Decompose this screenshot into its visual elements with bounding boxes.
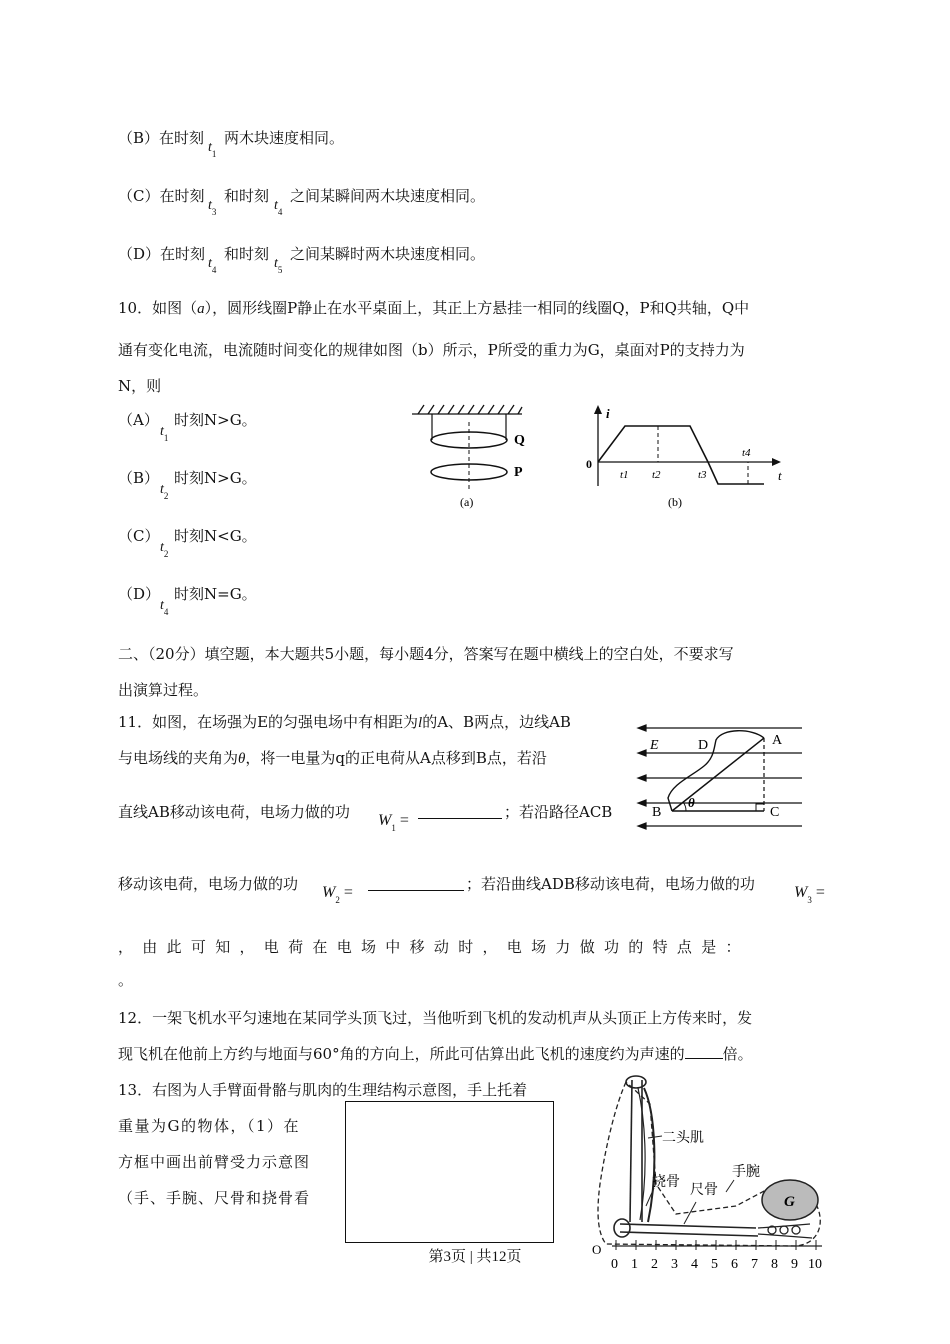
q10-opt-b-t: t	[160, 482, 164, 497]
q11-w3-w: W	[794, 884, 808, 901]
t1-label: t1	[620, 469, 629, 481]
q10-opt-b-text-span: 时刻N>G。	[174, 469, 257, 487]
tick-0: 0	[611, 1257, 618, 1272]
q10-opt-b-time	[160, 482, 169, 501]
q10-opt-d-t: t	[160, 598, 164, 613]
q9-c-pre: （C）在时刻	[118, 187, 205, 205]
y-axis-arrow	[594, 405, 602, 414]
q13-arm-figure	[586, 1074, 836, 1274]
curve-adb	[668, 731, 764, 811]
q11-line3	[118, 802, 350, 822]
section2-line2	[118, 680, 208, 700]
q10-line3-text: N，则	[118, 377, 162, 395]
coil-q-label: Q	[514, 433, 525, 448]
q11-w1-eq: =	[399, 812, 409, 829]
q10-line3	[118, 376, 161, 396]
q10-opt-c-text-span: 时刻N<G。	[174, 527, 257, 545]
q9-c-sub1: 3	[211, 207, 217, 217]
q10-opt-d-label-text: （D）	[118, 585, 161, 603]
q10-opt-d-time	[160, 598, 169, 617]
q10-opt-d-text-span: 时刻N=G。	[174, 585, 257, 603]
q9-b-sub: 1	[211, 149, 217, 159]
q10-line2-text: 通有变化电流，电流随时间变化的规律如图（b）所示，P所受的重力为G，桌面对P的支持力为	[118, 341, 745, 359]
page-footer	[0, 1245, 950, 1266]
q9-c-time2	[274, 198, 283, 217]
q9-d-sub2: 5	[277, 265, 283, 275]
q10-opt-c-label	[118, 526, 159, 546]
q9-b-t: t	[208, 140, 212, 155]
q11-blank-1[interactable]	[418, 804, 502, 819]
q10-opt-c-sub: 2	[163, 549, 169, 559]
label-a: A	[772, 733, 783, 748]
q10-line2	[118, 340, 745, 360]
forearm-bones	[614, 1219, 758, 1237]
q9-d-t1: t	[208, 256, 212, 271]
q9-option-b-pre: （B）在时刻	[118, 129, 205, 147]
q11-line2	[118, 748, 547, 769]
q9-d-pre: （D）在时刻	[118, 245, 206, 263]
q10-opt-a-text-span: 时刻N>G。	[174, 411, 257, 429]
q13-line1	[118, 1080, 527, 1100]
q9-d-mid	[224, 244, 269, 264]
q9-c-mid	[224, 186, 269, 206]
tick-7: 7	[751, 1257, 758, 1272]
q11-line1-post: 的A、B两点，边线AB	[422, 713, 571, 731]
q13-line2	[118, 1116, 300, 1136]
t4-label: t4	[742, 447, 751, 459]
q12-line1-text: 12．一架飞机水平匀速地在某同学头顶飞过，当他听到飞机的发动机声从头顶正上方传来时，发	[118, 1009, 753, 1027]
q9-option-d	[118, 244, 205, 264]
tick-8: 8	[771, 1257, 778, 1272]
q10-line1	[118, 298, 749, 319]
q10-opt-d-label	[118, 584, 160, 604]
t3-label: t3	[698, 469, 707, 481]
q12-line2-pre: 现飞机在他前上方约与地面与60°角的方向上，所此可估算出此飞机的速度约为声速的	[118, 1045, 685, 1063]
pivot-label: O	[592, 1242, 602, 1257]
q11-w3	[794, 884, 825, 905]
q9-c-post-text: 之间某瞬间两木块速度相同。	[290, 187, 486, 205]
q11-blank-2[interactable]	[368, 876, 464, 891]
q11-line4-pre: 移动该电荷，电场力做的功	[118, 875, 299, 893]
q11-line4-mid	[466, 874, 755, 894]
tick-4: 4	[691, 1257, 698, 1272]
q11-line1-pre: 11．如图，在场强为E的匀强电场中有相距为	[118, 713, 419, 731]
q10-opt-a-label-text: （A）	[118, 411, 159, 429]
radius-label: 挠骨	[652, 1175, 680, 1190]
q11-line5-text: ，由此可知，电荷在电场中移动时，电场力做功的特点是：	[118, 938, 750, 956]
q9-d-post-text: 之间某瞬时两木块速度相同。	[290, 245, 486, 263]
q9-option-b	[118, 128, 204, 148]
q12-line2-post: 倍。	[722, 1045, 753, 1063]
q13-line3	[118, 1152, 310, 1172]
y-label: i	[606, 406, 610, 421]
q11-line3-post	[504, 802, 612, 822]
label-e: E	[650, 738, 659, 753]
q11-line1-var: l	[418, 715, 423, 731]
q9-option-c	[118, 186, 204, 206]
q10-opt-c-text	[174, 526, 257, 546]
wrist-label: 手腕	[732, 1165, 760, 1180]
q10-opt-a-time	[160, 424, 169, 443]
q10-opt-d-text	[174, 584, 257, 604]
q11-line1	[118, 712, 571, 733]
ulna-label: 尺骨	[690, 1183, 718, 1198]
q11-line3-post-text: ；若沿路径ACB	[504, 803, 613, 821]
q13-line4-text: （手、手腕、尺骨和挠骨看	[118, 1189, 311, 1207]
q10-opt-a-text	[174, 410, 257, 430]
q11-w3-eq: =	[815, 884, 825, 901]
q9-c-time1	[208, 198, 217, 217]
q9-c-post	[290, 186, 485, 206]
section2-line1	[118, 644, 734, 664]
q11-w2-sub: 2	[335, 895, 340, 905]
t2-label: t2	[652, 469, 661, 481]
q13-line3-text: 方框中画出前臂受力示意图	[118, 1153, 311, 1171]
fig-b-caption: (b)	[668, 495, 682, 509]
q11-w2	[322, 884, 353, 905]
q10-figure-b	[580, 402, 790, 514]
tick-6: 6	[731, 1257, 738, 1272]
q10-opt-b-text	[174, 468, 257, 488]
label-b: B	[652, 805, 662, 820]
q10-figure-a	[410, 402, 540, 514]
q10-opt-b-label-text: （B）	[118, 469, 160, 487]
q11-line6-text: 。	[118, 971, 134, 989]
q10-line1-var: a	[197, 301, 205, 317]
q11-w3-sub: 3	[807, 895, 812, 905]
page-footer-text: 第3页 | 共12页	[428, 1249, 522, 1265]
hand-bones	[758, 1224, 812, 1238]
q11-figure	[634, 718, 814, 832]
q9-d-post	[290, 244, 485, 264]
q9-b-post	[224, 128, 344, 148]
q10-opt-d-sub: 4	[163, 607, 169, 617]
tick-3: 3	[671, 1257, 678, 1272]
ceiling-hatch	[412, 405, 522, 414]
q9-d-t2: t	[274, 256, 278, 271]
q11-w2-eq: =	[343, 884, 353, 901]
q13-drawing-box[interactable]	[345, 1101, 554, 1243]
q11-line4	[118, 874, 298, 894]
right-angle	[756, 804, 764, 811]
q9-c-t1: t	[208, 198, 212, 213]
q11-line4-mid-text: ；若沿曲线ADB移动该电荷，电场力做的功	[466, 875, 755, 893]
q12-blank[interactable]	[685, 1044, 723, 1059]
x-label: t	[778, 468, 782, 483]
q11-line6	[118, 970, 133, 990]
q11-line2-pre: 与电场线的夹角为	[118, 749, 239, 767]
q11-line3-pre: 直线AB移动该电荷，电场力做的功	[118, 803, 350, 821]
label-theta: θ	[688, 795, 695, 810]
q11-line5	[118, 937, 750, 957]
q10-opt-c-label-text: （C）	[118, 527, 160, 545]
q11-w1-w: W	[378, 812, 392, 829]
q9-c-t2: t	[274, 198, 278, 213]
x-axis-arrow	[772, 458, 781, 466]
tick-1: 1	[631, 1257, 638, 1272]
q10-opt-a-t: t	[160, 424, 164, 439]
q11-w2-w: W	[322, 884, 336, 901]
q9-b-post-text: 两木块速度相同。	[224, 129, 345, 147]
q13-line2-text: 重量为G的物体，（1）在	[118, 1117, 301, 1135]
q10-opt-c-time	[160, 540, 169, 559]
q9-c-sub2: 4	[277, 207, 283, 217]
q9-d-mid-text: 和时刻	[224, 245, 270, 263]
section2-line2-text: 出演算过程。	[118, 681, 209, 699]
q10-line1-post: ），圆形线圈P静止在水平桌面上，其正上方悬挂一相同的线圈Q，P和Q共轴，Q中	[204, 299, 750, 317]
label-d: D	[698, 738, 709, 753]
q11-w1	[378, 812, 409, 833]
tick-9: 9	[791, 1257, 798, 1272]
q13-line1-text: 13．右图为人手臂面骨骼与肌肉的生理结构示意图，手上托着	[118, 1081, 528, 1099]
q10-opt-c-t: t	[160, 540, 164, 555]
label-c: C	[770, 805, 780, 820]
tick-10: 10	[808, 1257, 822, 1272]
fig-a-caption: (a)	[460, 495, 474, 509]
q11-line2-post: ，将一电量为q的正电荷从A点移到B点，若沿	[245, 749, 547, 767]
q10-line1-pre: 10．如图（	[118, 299, 198, 317]
q10-opt-b-label	[118, 468, 159, 488]
q12-line2	[118, 1044, 753, 1064]
q9-d-time2	[274, 256, 283, 275]
q10-opt-a-sub: 1	[163, 433, 169, 443]
biceps-label: 二头肌	[662, 1131, 704, 1146]
origin-label: 0	[586, 457, 592, 471]
coil-p-label: P	[514, 465, 523, 480]
section2-line1-text: 二、（20分）填空题，本大题共5小题，每小题4分，答案写在题中横线上的空白处，不要求写	[118, 645, 734, 663]
q9-d-time1	[208, 256, 217, 275]
tick-2: 2	[651, 1257, 658, 1272]
q12-line1	[118, 1008, 752, 1028]
q9-c-mid-text: 和时刻	[224, 187, 270, 205]
tick-5: 5	[711, 1257, 718, 1272]
q11-w1-sub: 1	[391, 823, 396, 833]
q9-b-time	[208, 140, 217, 159]
weight-label: G	[784, 1194, 795, 1210]
line-ab	[672, 738, 764, 811]
q10-opt-b-sub: 2	[163, 491, 169, 501]
q13-line4	[118, 1188, 310, 1208]
q11-line2-var: θ	[238, 751, 246, 767]
q9-d-sub1: 4	[211, 265, 217, 275]
q10-opt-a-label	[118, 410, 159, 430]
